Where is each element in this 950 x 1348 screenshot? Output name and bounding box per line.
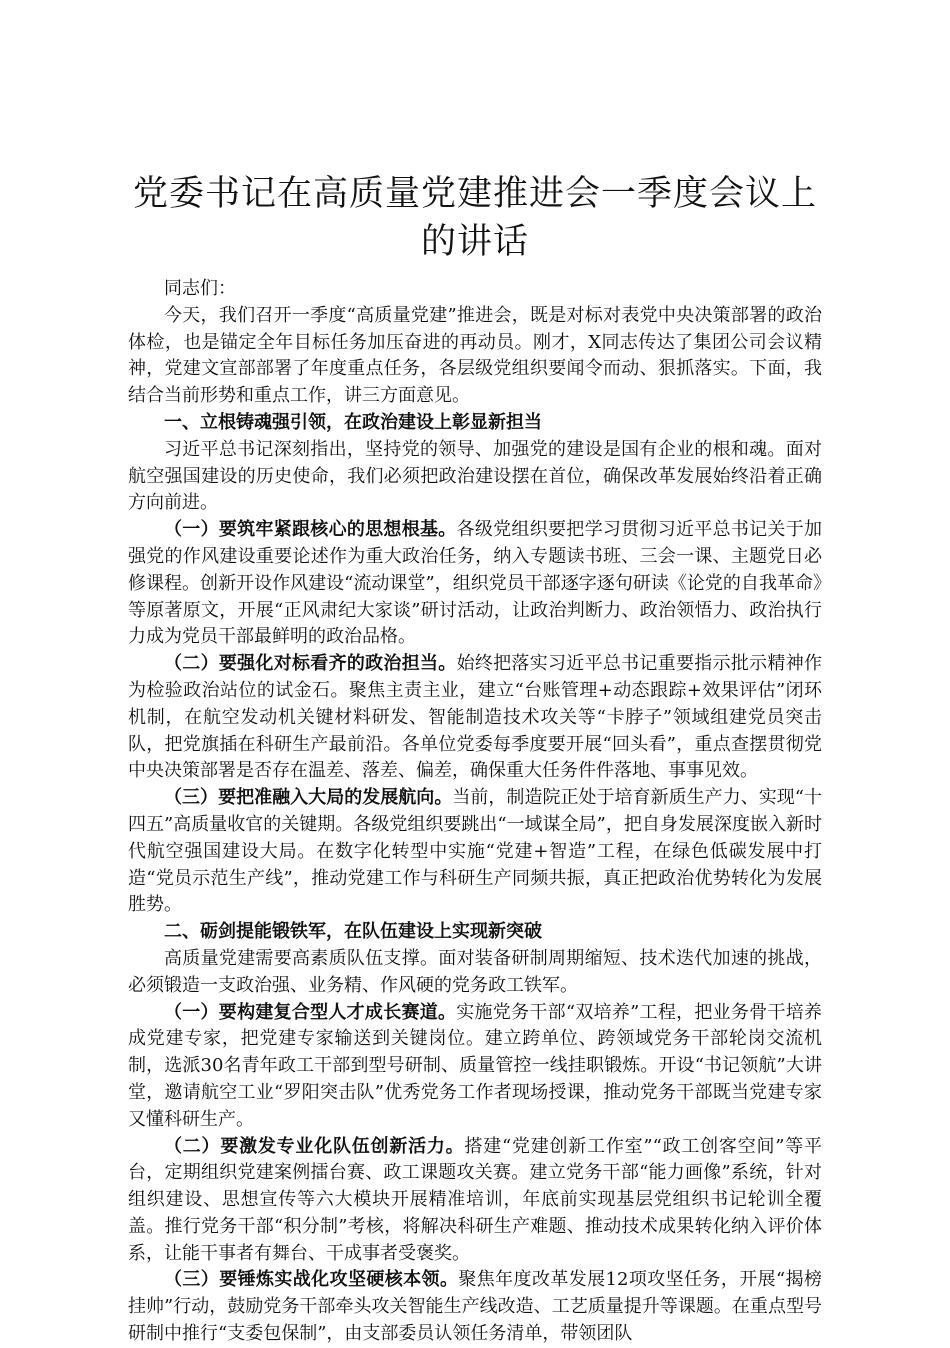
- section-2-item-3: [128, 1267, 822, 1347]
- item-text: 始终把落实习近平总书记重要指示批示精神作为检验政治站位的试金石。聚焦主责主业，建立“台账管理+动态跟踪+效果评估”闭环机制，在航空发动机关键材料研发、智能制造技术攻关等“卡脖子”领域组建党员突击队，把党旗插在科研生产最前沿。各单位党委每季度要开展“回头看”，重点查摆贯彻党中央决策部署是否存在温差、落差、偏差，确保重大任务件件落地、事事见效。: [128, 653, 823, 782]
- intro-paragraph: 今天，我们召开一季度“高质量党建”推进会，既是对标对表党中央决策部署的政治体检，也是锚定全年目标任务加压奋进的再动员。刚才，X同志传达了集团公司会议精神，党建文宣部部署了年度重点任务，各层级党组织要闻令而动、狠抓落实。下面，我结合当前形势和重点工作，讲三方面意见。: [128, 304, 822, 407]
- section-heading-2: 二、砺剑提能锻铁军，在队伍建设上实现新突破: [164, 921, 542, 943]
- section-lead-2: 高质量党建需要高素质队伍支撑。面对装备研制周期缩短、技术迭代加速的挑战，必须锻造一支政治强、业务精、作风硬的党务政工铁军。: [128, 947, 822, 996]
- subheading: （三）要把准融入大局的发展航向。: [164, 787, 453, 809]
- subheading: （三）要锤炼实战化攻坚硬核本领。: [164, 1269, 459, 1291]
- item-text: 聚焦年度改革发展12项攻坚任务，开展“揭榜挂帅”行动，鼓励党务干部牵头攻关智能生产线改造、工艺质量提升等课题。在重点型号研制中推行“支委包保制”，由支部委员认领任务清单，带领团队: [128, 1269, 823, 1345]
- section-1-item-3: [128, 785, 822, 919]
- subheading: （二）要激发专业化队伍创新活力。: [164, 1135, 465, 1157]
- section-heading-1: 一、立根铸魂强引领，在政治建设上彰显新担当: [164, 411, 542, 433]
- item-text: 当前，制造院正处于培育新质生产力、实现“十四五”高质量收官的关键期。各级党组织要跳出“一域谋全局”，把自身发展深度嵌入新时代航空强国建设大局。在数字化转型中实施“党建+智造”工程，在绿色低碳发展中打造“党员示范生产线”，推动党建工作与科研生产同频共振，真正把政治优势转化为发展胜势。: [128, 787, 823, 916]
- subheading: （一）要构建复合型人才成长赛道。: [164, 1001, 457, 1023]
- section-lead-1: 习近平总书记深刻指出，坚持党的领导、加强党的建设是国有企业的根和魂。面对航空强国建设的历史使命，我们必须把政治建设摆在首位，确保改革发展始终沿着正确方向前进。: [128, 438, 822, 514]
- item-text: 搭建“党建创新工作室”“政工创客空间”等平台，定期组织党建案例擂台赛、政工课题攻关赛。建立党务干部“能力画像”系统，针对组织建设、思想宣传等六大模块开展精准培训，年底前实现基层党组织书记轮训全覆盖。推行党务干部“积分制”考核，将解决科研生产难题、推动技术成果转化纳入评价体系，让能干事者有舞台、干成事者受褒奖。: [128, 1135, 823, 1264]
- section-2-item-1: [128, 1000, 822, 1134]
- item-text: 实施党务干部“双培养”工程，把业务骨干培养成党建专家，把党建专家输送到关键岗位。建立跨单位、跨领域党务干部轮岗交流机制，选派30名青年政工干部到型号研制、质量管控一线挂职锻炼。开设“书记领航”大讲堂，邀请航空工业“罗阳突击队”优秀党务工作者现场授课，推动党务干部既当党建专家又懂科研生产。: [128, 1001, 822, 1130]
- document-body: [128, 276, 822, 1348]
- document-title: 党委书记在高质量党建推进会一季度会议上的讲话: [132, 174, 817, 262]
- salutation: 同志们：: [164, 278, 236, 299]
- section-1-item-2: [128, 651, 822, 785]
- item-text: 各级党组织要把学习贯彻习近平总书记关于加强党的作风建设重要论述作为重大政治任务，纳入专题读书班、三会一课、主题党日必修课程。创新开设作风建设“流动课堂”，组织党员干部逐字逐句研读《论党的自我革命》等原著原文，开展“正风肃纪大家谈”研讨活动，让政治判断力、政治领悟力、政治执行力成为党员干部最鲜明的政治品格。: [128, 519, 823, 648]
- subheading: （一）要筑牢紧跟核心的思想根基。: [164, 519, 457, 541]
- section-2-item-2: [128, 1134, 822, 1268]
- subheading: （二）要强化对标看齐的政治担当。: [164, 653, 457, 675]
- section-1-item-1: [128, 517, 822, 651]
